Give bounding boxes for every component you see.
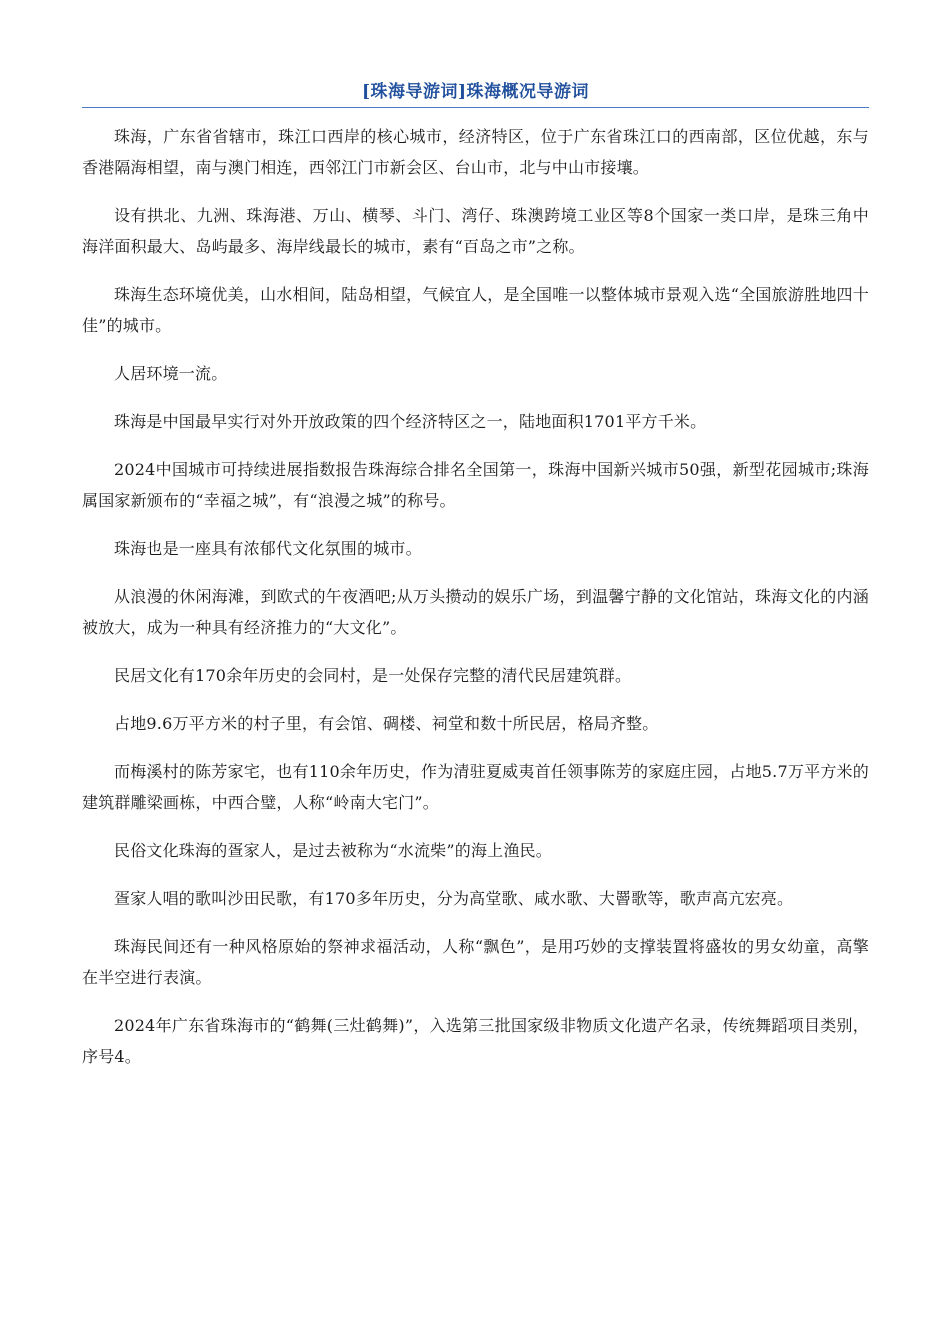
paragraph-ranking: 2024中国城市可持续进展指数报告珠海综合排名全国第一，珠海中国新兴城市50强，新型花园城市;珠海属国家新颁布的“幸福之城”，有“浪漫之城”的称号。 <box>82 460 869 510</box>
paragraph-chen-fang-house: 而梅溪村的陈芳家宅，也有110余年历史，作为清驻夏威夷首任领事陈芳的家庭庄园，占地5.7万平方米的建筑群雕梁画栋，中西合璧，人称“岭南大宅门”。 <box>82 762 869 812</box>
paragraph-crane-dance: 2024年广东省珠海市的“鹤舞(三灶鹤舞)”，入选第三批国家级非物质文化遗产名录，传统舞蹈项目类别，序号4。 <box>82 1016 869 1066</box>
paragraph-huitong-village: 民居文化有170余年历史的会同村，是一处保存完整的清代民居建筑群。 <box>114 666 632 685</box>
paragraph-village-layout: 占地9.6万平方米的村子里，有会馆、碉楼、祠堂和数十所民居，格局齐整。 <box>114 714 659 733</box>
paragraph-environment: 珠海生态环境优美，山水相间，陆岛相望，气候宜人，是全国唯一以整体城市景观入选“全国旅游胜地四十佳”的城市。 <box>82 285 869 335</box>
paragraph-ports: 设有拱北、九洲、珠海港、万山、横琴、斗门、湾仔、珠澳跨境工业区等8个国家一类口岸，是珠三角中海洋面积最大、岛屿最多、海岸线最长的城市，素有“百岛之市”之称。 <box>82 206 869 256</box>
document-title: [珠海导游词]珠海概况导游词 <box>82 80 869 108</box>
paragraph-big-culture: 从浪漫的休闲海滩，到欧式的午夜酒吧;从万头攒动的娱乐广场，到温馨宁静的文化馆站，珠海文化的内涵被放大，成为一种具有经济推力的“大文化”。 <box>82 587 869 637</box>
document-body <box>82 121 869 1072</box>
paragraph-special-zone: 珠海是中国最早实行对外开放政策的四个经济特区之一，陆地面积1701平方千米。 <box>114 412 707 431</box>
paragraph-piaose: 珠海民间还有一种风格原始的祭神求福活动，人称“飘色”，是用巧妙的支撑装置将盛妆的男女幼童，高擎在半空进行表演。 <box>82 937 869 987</box>
paragraph-culture: 珠海也是一座具有浓郁代文化氛围的城市。 <box>114 539 422 558</box>
paragraph-folk-songs: 疍家人唱的歌叫沙田民歌，有170多年历史，分为高堂歌、咸水歌、大罾歌等，歌声高亢宏亮。 <box>114 889 794 908</box>
paragraph-tanka-people: 民俗文化珠海的疍家人，是过去被称为“水流柴”的海上渔民。 <box>114 841 552 860</box>
paragraph-living: 人居环境一流。 <box>114 364 228 383</box>
paragraph-intro-location: 珠海，广东省省辖市，珠江口西岸的核心城市，经济特区，位于广东省珠江口的西南部，区位优越，东与香港隔海相望，南与澳门相连，西邻江门市新会区、台山市，北与中山市接壤。 <box>82 127 869 177</box>
document-page <box>82 80 869 1089</box>
